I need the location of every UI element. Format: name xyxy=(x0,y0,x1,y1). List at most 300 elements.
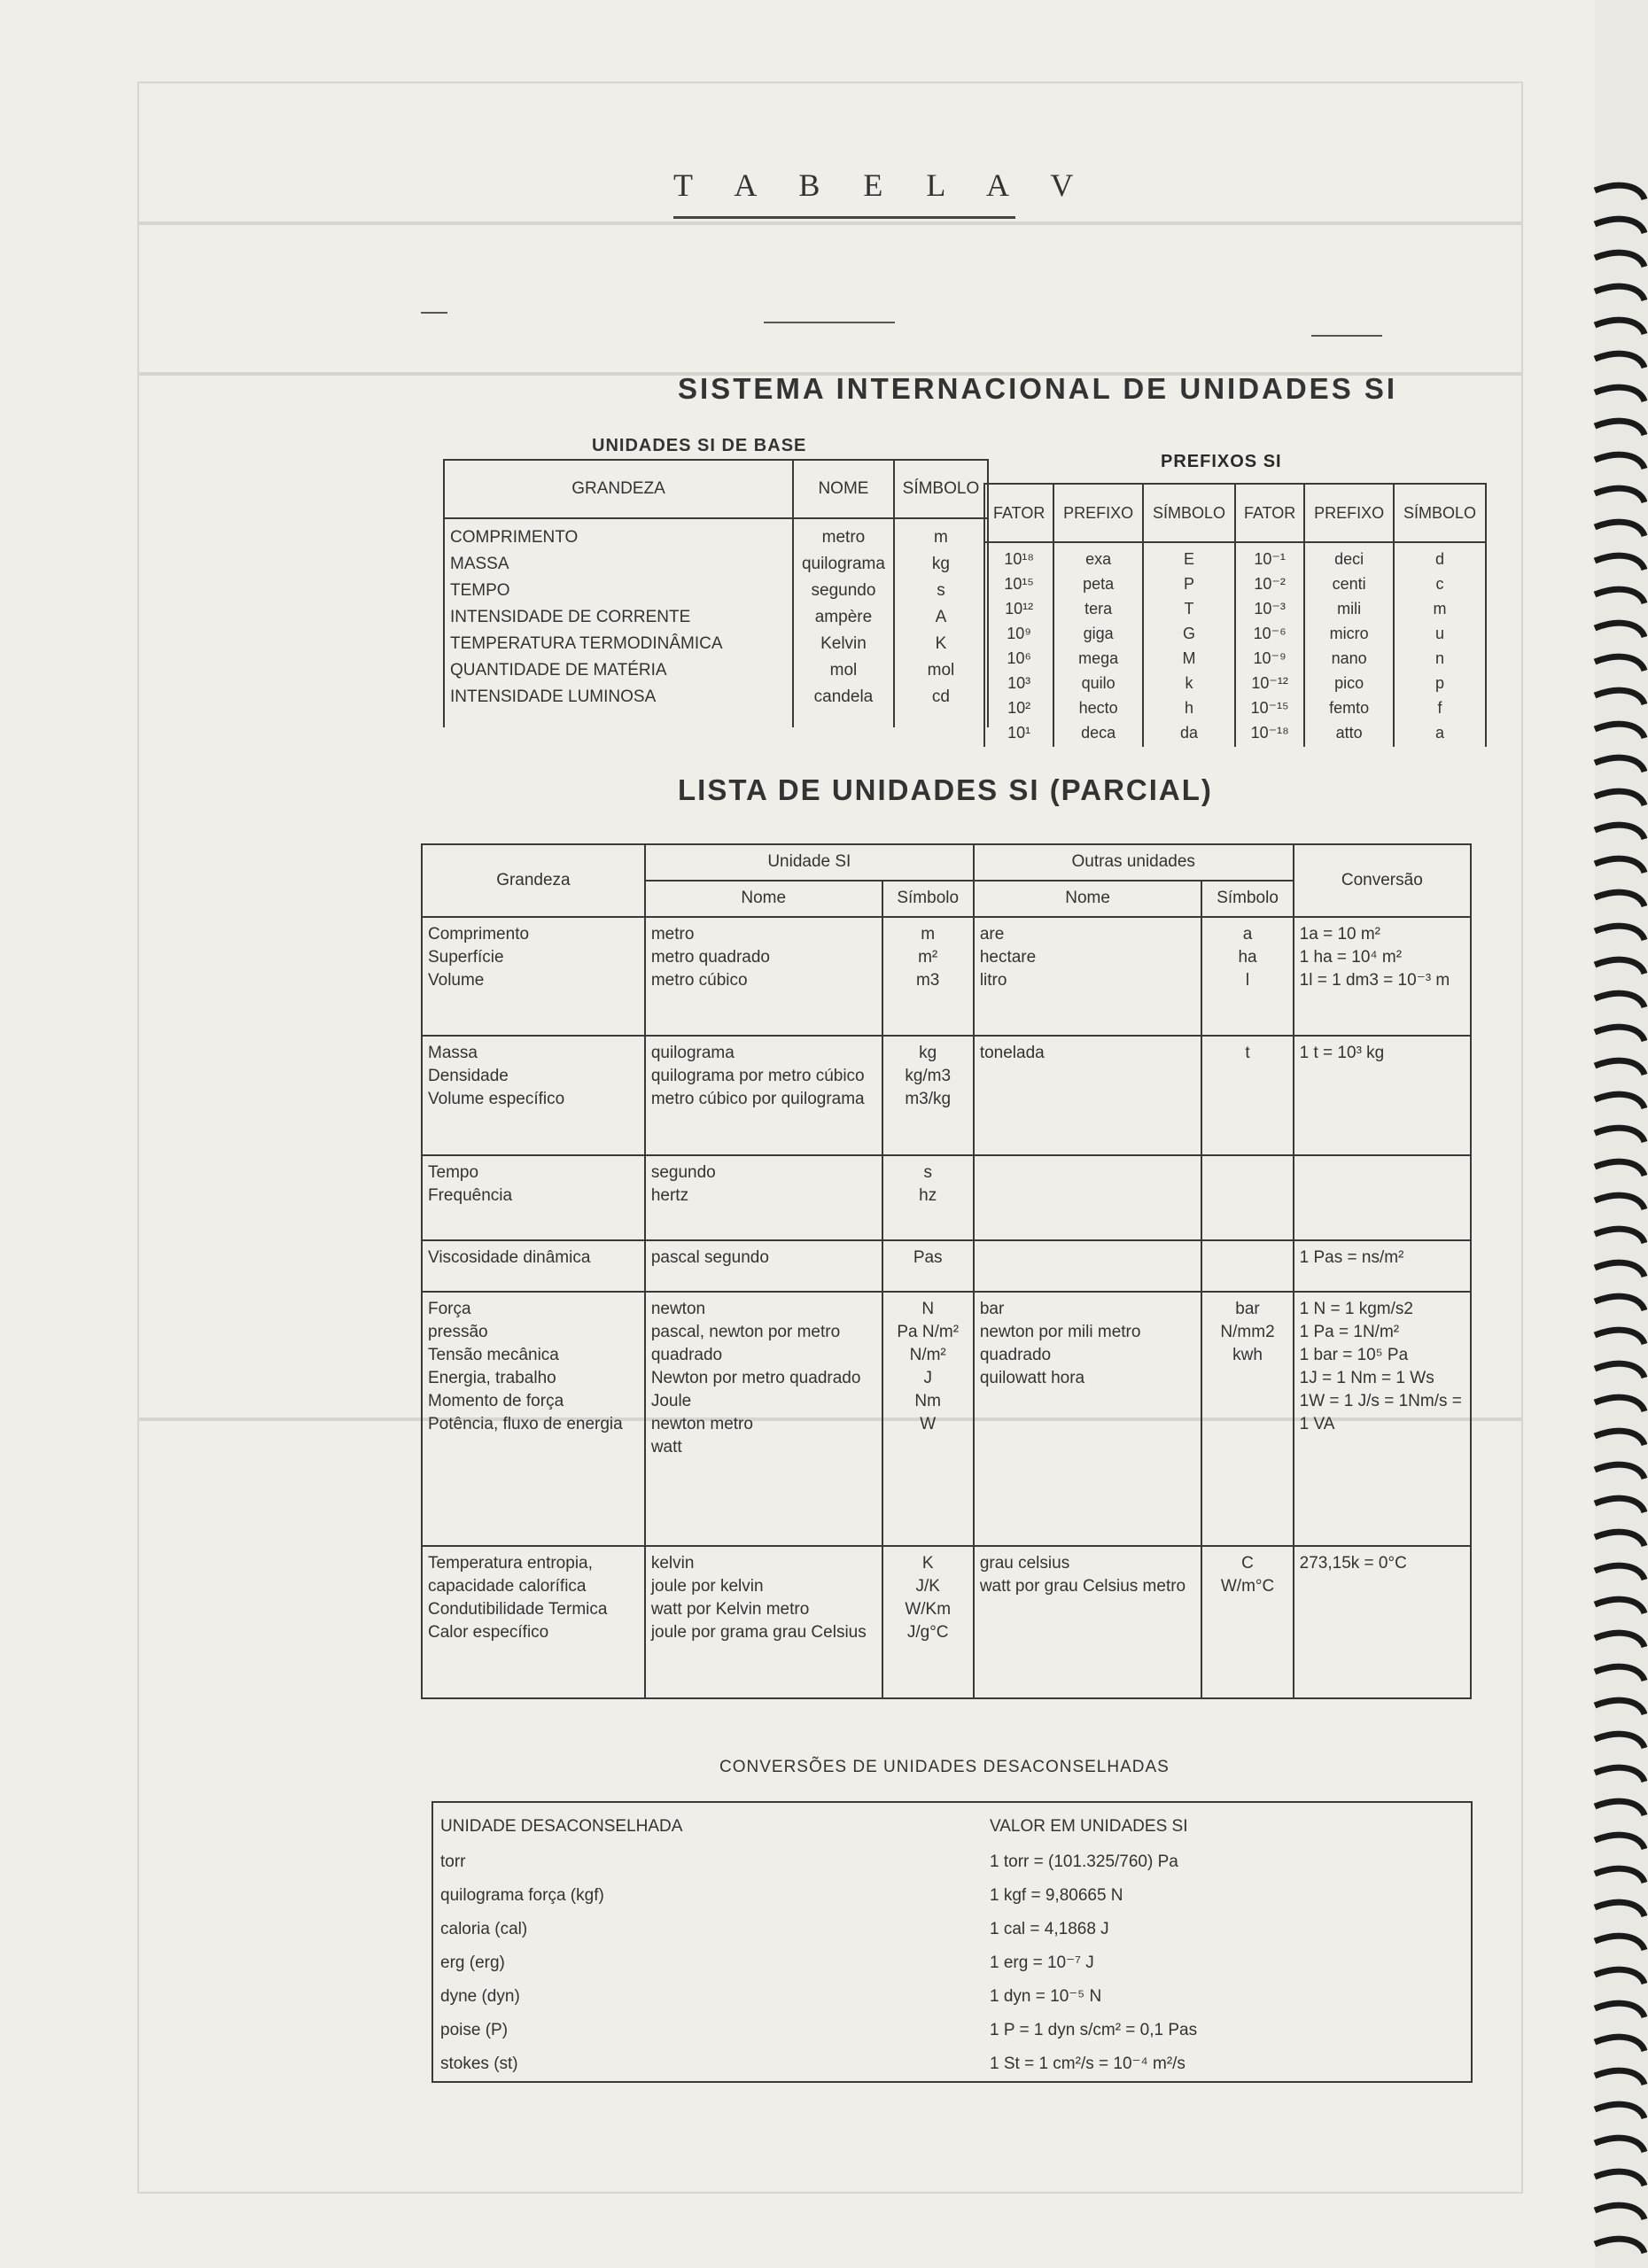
grandeza-cell: Comprimento xyxy=(428,924,530,944)
simbolo-cell: J/K xyxy=(915,1576,940,1596)
spiral-coil xyxy=(1595,488,1644,502)
prefix-cell: micro xyxy=(1329,625,1369,642)
spiral-coil xyxy=(1595,1936,1644,1950)
nome-cell: Newton por metro quadrado xyxy=(650,1369,861,1388)
prefix-cell: nano xyxy=(1331,649,1367,667)
grandeza-column xyxy=(422,1036,645,1154)
value-cell: 1 cal = 4,1868 J xyxy=(990,1919,1109,1938)
outros-nome-cell: bar xyxy=(979,1300,1005,1319)
prefix-cell: n xyxy=(1434,649,1444,667)
grandeza-cell: QUANTIDADE DE MATÉRIA xyxy=(450,661,667,680)
prefix-cell: da xyxy=(1179,724,1199,742)
spiral-coil xyxy=(1595,690,1644,704)
spiral-coil xyxy=(1595,1195,1644,1209)
spiral-coil xyxy=(1595,2138,1644,2152)
base-units-table xyxy=(443,459,989,727)
spiral-coil xyxy=(1595,2070,1644,2085)
outros-simbolo-cell: C xyxy=(1241,1553,1254,1573)
outros-simbolo-cell: N/mm2 xyxy=(1220,1323,1275,1342)
prefix-cell: G xyxy=(1182,625,1195,642)
simbolo-column xyxy=(894,518,988,727)
simbolo-cell: K xyxy=(935,634,947,653)
prefix-cell: P xyxy=(1183,575,1194,593)
unit-cell: quilograma força (kgf) xyxy=(440,1885,604,1905)
grandeza-cell: Volume específico xyxy=(428,1090,565,1109)
table-row xyxy=(422,1292,1471,1545)
prefix-cell: 10² xyxy=(1007,699,1031,717)
prefix-cell: 10⁻² xyxy=(1254,575,1286,593)
spiral-coil xyxy=(1595,353,1644,368)
grandeza-cell: TEMPERATURA TERMODINÂMICA xyxy=(450,634,723,653)
prefix-cell: h xyxy=(1184,699,1193,717)
value-cell: 1 dyn = 10⁻⁵ N xyxy=(990,1986,1102,2006)
table-row xyxy=(431,2049,1473,2083)
prefix-cell: giga xyxy=(1083,625,1114,642)
col-header: SÍMBOLO xyxy=(1394,484,1486,542)
grandeza-cell: MASSA xyxy=(450,555,509,573)
outros-nome-column xyxy=(974,1292,1202,1545)
nome-column xyxy=(645,917,882,1036)
prefix-column xyxy=(1053,542,1143,747)
simbolo-cell: A xyxy=(935,608,947,626)
spiral-coil xyxy=(1595,286,1644,300)
grandeza-column xyxy=(422,1546,645,1698)
nome-cell: quilograma xyxy=(801,555,885,573)
spiral-coil xyxy=(1595,858,1644,873)
prefix-cell: 10⁻⁶ xyxy=(1253,625,1287,642)
unit-cell: dyne (dyn) xyxy=(440,1986,520,2006)
simbolo-cell: kg xyxy=(931,555,950,573)
conversao-cell: 1 ha = 10⁴ m² xyxy=(1299,947,1403,967)
conversao-cell: 1l = 1 dm3 = 10⁻³ m xyxy=(1299,970,1450,990)
col-header-simbolo: Símbolo xyxy=(882,881,974,917)
nome-cell: candela xyxy=(813,687,874,706)
conversions-table xyxy=(431,1801,1473,2083)
simbolo-cell: J xyxy=(923,1369,932,1388)
prefixes-table xyxy=(983,483,1487,747)
table-row xyxy=(431,1847,1473,1881)
grandeza-column xyxy=(422,1292,645,1545)
outros-simbolo-cell: t xyxy=(1245,1044,1250,1063)
nome-column xyxy=(645,1036,882,1154)
outros-nome-cell: newton por mili metro quadrado xyxy=(979,1323,1141,1365)
table-row xyxy=(431,1948,1473,1982)
spiral-coil xyxy=(1595,724,1644,738)
col-header: FATOR xyxy=(1235,484,1304,542)
nome-cell: newton xyxy=(650,1300,706,1319)
unit-cell: stokes (st) xyxy=(440,2054,518,2073)
simbolo-cell: K xyxy=(921,1553,934,1573)
grandeza-cell: Superfície xyxy=(428,947,504,967)
outros-nome-cell: are xyxy=(979,924,1005,944)
table-row xyxy=(422,1240,1471,1292)
prefix-cell: centi xyxy=(1332,575,1366,593)
spiral-coil xyxy=(1595,1161,1644,1176)
spiral-coil xyxy=(1595,1094,1644,1108)
simbolo-cell: W xyxy=(920,1415,937,1434)
prefix-column xyxy=(1235,542,1304,747)
spiral-coil xyxy=(1595,1363,1644,1378)
grandeza-cell: Temperatura entropia, capacidade calorífica xyxy=(428,1553,593,1596)
spiral-coil xyxy=(1595,926,1644,940)
prefix-cell: 10³ xyxy=(1007,674,1031,692)
spiral-coil xyxy=(1595,1330,1644,1344)
simbolo-cell: N/m² xyxy=(909,1346,946,1365)
grandeza-column xyxy=(444,518,793,727)
simbolo-cell: J/g°C xyxy=(906,1622,949,1642)
conversao-cell: 1 t = 10³ kg xyxy=(1299,1044,1385,1063)
prefix-column xyxy=(1394,542,1486,747)
simbolo-cell: Nm xyxy=(914,1392,941,1411)
title-underline xyxy=(673,216,1015,219)
prefix-cell: u xyxy=(1434,625,1444,642)
conversao-cell: 1 bar = 10⁵ Pa xyxy=(1299,1346,1409,1365)
prefix-cell: pico xyxy=(1334,674,1364,692)
spiral-coil xyxy=(1595,1060,1644,1075)
simbolo-cell: m² xyxy=(918,947,938,967)
conversao-cell: 1W = 1 J/s = 1Nm/s = 1 VA xyxy=(1299,1392,1462,1434)
outros-nome-cell: tonelada xyxy=(979,1044,1045,1063)
grandeza-cell: Tempo xyxy=(428,1162,479,1182)
col-header-nome: Nome xyxy=(645,881,882,917)
prefix-cell: 10⁹ xyxy=(1007,625,1032,642)
nome-cell: segundo xyxy=(811,581,876,600)
unit-cell: caloria (cal) xyxy=(440,1919,528,1938)
simbolo-cell: s xyxy=(923,1162,932,1182)
simbolo-cell: W/Km xyxy=(905,1599,952,1619)
simbolo-cell: m3/kg xyxy=(905,1090,952,1109)
spiral-coil xyxy=(1595,1397,1644,1411)
col-header: NOME xyxy=(793,460,894,518)
divider-center xyxy=(764,322,895,323)
prefix-column xyxy=(1304,542,1394,747)
nome-cell: newton metro xyxy=(650,1415,753,1434)
outros-simbolo-cell: bar xyxy=(1235,1300,1260,1319)
nome-cell: metro cúbico xyxy=(650,970,748,990)
outros-nome-cell: grau celsius xyxy=(979,1553,1070,1573)
grandeza-cell: Força xyxy=(428,1300,471,1319)
spiral-coil xyxy=(1595,522,1644,536)
unit-cell: torr xyxy=(440,1852,466,1871)
simbolo-column xyxy=(882,1155,974,1240)
base-units-caption: UNIDADES SI DE BASE xyxy=(592,436,807,455)
prefix-cell: c xyxy=(1435,575,1444,593)
prefix-cell: 10⁻¹⁸ xyxy=(1250,724,1289,742)
outros-simbolo-column xyxy=(1201,1292,1293,1545)
spiral-coil xyxy=(1595,1532,1644,1546)
col-header-unidade-si: Unidade SI xyxy=(645,844,974,881)
col-header-grandeza: Grandeza xyxy=(422,844,645,917)
simbolo-column xyxy=(882,1546,974,1698)
spiral-coil xyxy=(1595,1767,1644,1782)
spiral-coil xyxy=(1595,1027,1644,1041)
prefix-cell: hecto xyxy=(1078,699,1118,717)
grandeza-cell: Viscosidade dinâmica xyxy=(428,1247,591,1267)
prefix-cell: mega xyxy=(1078,649,1119,667)
spiral-coil xyxy=(1595,1565,1644,1580)
conversao-cell: 1 N = 1 kgm/s2 xyxy=(1299,1300,1413,1319)
prefix-cell: T xyxy=(1184,600,1194,617)
spiral-coil xyxy=(1595,2104,1644,2118)
spiral-coil xyxy=(1595,320,1644,334)
prefix-cell: p xyxy=(1434,674,1444,692)
spiral-coil xyxy=(1595,757,1644,772)
spiral-coil xyxy=(1595,454,1644,469)
simbolo-cell: N xyxy=(921,1300,935,1319)
nome-column xyxy=(645,1240,882,1292)
value-cell: 1 erg = 10⁻⁷ J xyxy=(990,1953,1094,1972)
conversao-column xyxy=(1294,1292,1471,1545)
nome-cell: Kelvin xyxy=(820,634,867,653)
simbolo-cell: m xyxy=(934,528,948,547)
spiral-binding xyxy=(1586,0,1648,2268)
col-header: GRANDEZA xyxy=(444,460,793,518)
outros-simbolo-column xyxy=(1201,1546,1293,1698)
grandeza-column xyxy=(422,917,645,1036)
nome-cell: watt por Kelvin metro xyxy=(650,1599,810,1619)
prefix-cell: 10⁻⁹ xyxy=(1253,649,1287,667)
prefixes-caption: PREFIXOS SI xyxy=(1161,452,1282,471)
prefix-cell: 10¹⁸ xyxy=(1004,550,1034,568)
simbolo-cell: m xyxy=(921,924,936,944)
prefix-cell: 10¹ xyxy=(1007,724,1031,742)
col-header: FATOR xyxy=(984,484,1053,542)
nome-cell: metro cúbico por quilograma xyxy=(650,1090,865,1109)
spiral-coil xyxy=(1595,959,1644,974)
spiral-coil xyxy=(1595,623,1644,637)
grandeza-cell: Frequência xyxy=(428,1185,513,1205)
nome-cell: metro xyxy=(650,924,695,944)
nome-cell: mol xyxy=(829,661,858,680)
nome-cell: pascal, newton por metro quadrado xyxy=(650,1323,841,1365)
conversao-column xyxy=(1294,917,1471,1036)
prefix-cell: deca xyxy=(1081,724,1116,742)
spiral-coil xyxy=(1595,1969,1644,1984)
grandeza-column xyxy=(422,1240,645,1292)
value-cell: 1 St = 1 cm²/s = 10⁻⁴ m²/s xyxy=(990,2054,1185,2073)
simbolo-cell: mol xyxy=(927,661,955,680)
unit-cell: poise (P) xyxy=(440,2020,509,2039)
table-row xyxy=(431,2016,1473,2049)
nome-cell: quilograma por metro cúbico xyxy=(650,1067,865,1086)
spiral-coil xyxy=(1595,1801,1644,1815)
divider-left xyxy=(421,312,447,314)
grandeza-cell: Densidade xyxy=(428,1067,509,1086)
outros-simbolo-cell: l xyxy=(1245,970,1250,990)
prefix-rows xyxy=(984,542,1486,747)
spiral-coil xyxy=(1595,1431,1644,1445)
spiral-coil xyxy=(1595,1464,1644,1479)
col-header: SÍMBOLO xyxy=(1143,484,1235,542)
simbolo-column xyxy=(882,917,974,1036)
spiral-coil xyxy=(1595,1128,1644,1142)
prefix-cell: f xyxy=(1437,699,1442,717)
table-row xyxy=(422,1546,1471,1698)
spiral-coil xyxy=(1595,2171,1644,2186)
nome-cell: watt xyxy=(650,1438,682,1457)
col-header: PREFIXO xyxy=(1304,484,1394,542)
nome-cell: hertz xyxy=(650,1185,689,1205)
prefix-cell: 10⁶ xyxy=(1007,649,1031,667)
nome-column xyxy=(645,1155,882,1240)
conversao-cell: 1J = 1 Nm = 1 Ws xyxy=(1299,1369,1434,1388)
prefix-cell: k xyxy=(1185,674,1193,692)
prefix-cell: peta xyxy=(1083,575,1115,593)
prefix-cell: tera xyxy=(1084,600,1113,617)
grandeza-cell: INTENSIDADE DE CORRENTE xyxy=(450,608,691,626)
conversion-header-right: VALOR EM UNIDADES SI xyxy=(990,1817,1188,1836)
nome-cell: metro xyxy=(821,528,866,547)
prefix-cell: atto xyxy=(1335,724,1363,742)
col-header-simbolo: Símbolo xyxy=(1201,881,1293,917)
nome-cell: joule por kelvin xyxy=(650,1576,764,1596)
nome-cell: Joule xyxy=(650,1392,692,1411)
prefix-cell: M xyxy=(1182,649,1196,667)
grandeza-cell: COMPRIMENTO xyxy=(450,528,579,547)
col-header-outras: Outras unidades xyxy=(974,844,1294,881)
list-heading: LISTA DE UNIDADES SI (PARCIAL) xyxy=(678,773,1213,806)
spiral-coil xyxy=(1595,1498,1644,1512)
spiral-coil xyxy=(1595,892,1644,906)
spiral-coil xyxy=(1595,1599,1644,1613)
spiral-coil xyxy=(1595,993,1644,1007)
spiral-coil xyxy=(1595,387,1644,401)
outros-simbolo-cell: ha xyxy=(1238,947,1257,967)
spiral-coil xyxy=(1595,1734,1644,1748)
partial-units-table xyxy=(421,843,1472,1699)
spiral-coil xyxy=(1595,555,1644,570)
nome-cell: quilograma xyxy=(650,1044,735,1063)
simbolo-column xyxy=(882,1292,974,1545)
spiral-coil xyxy=(1595,185,1644,199)
value-cell: 1 kgf = 9,80665 N xyxy=(990,1885,1123,1905)
spiral-coil xyxy=(1595,2239,1644,2253)
spiral-coil xyxy=(1595,1868,1644,1883)
spiral-coil xyxy=(1595,791,1644,805)
spiral-coil xyxy=(1595,1229,1644,1243)
prefix-cell: m xyxy=(1433,600,1447,617)
grandeza-cell: pressão xyxy=(428,1323,488,1342)
table-row xyxy=(431,1915,1473,1948)
col-header: PREFIXO xyxy=(1053,484,1143,542)
conversao-cell: 273,15k = 0°C xyxy=(1299,1553,1407,1573)
nome-column xyxy=(645,1546,882,1698)
col-header-nome: Nome xyxy=(974,881,1202,917)
conversao-cell: 1a = 10 m² xyxy=(1299,924,1381,944)
outros-simbolo-column xyxy=(1201,917,1293,1036)
spiral-coil xyxy=(1595,2037,1644,2051)
conversao-column xyxy=(1294,1036,1471,1154)
spiral-coil xyxy=(1595,421,1644,435)
simbolo-cell: hz xyxy=(919,1185,937,1205)
nome-cell: kelvin xyxy=(650,1553,695,1573)
col-header-conversao: Conversão xyxy=(1294,844,1471,917)
simbolo-cell: kg/m3 xyxy=(905,1067,952,1086)
spiral-coil xyxy=(1595,1902,1644,1916)
unit-cell: erg (erg) xyxy=(440,1953,505,1972)
spiral-coil xyxy=(1595,1835,1644,1849)
spiral-coil xyxy=(1595,1633,1644,1647)
outros-simbolo-column xyxy=(1201,1240,1293,1292)
grandeza-cell: Calor específico xyxy=(428,1622,549,1642)
outros-nome-cell: watt por grau Celsius metro xyxy=(979,1576,1186,1596)
table-row xyxy=(431,1881,1473,1915)
prefix-cell: 10⁻¹⁵ xyxy=(1250,699,1289,717)
ghost-rule xyxy=(137,221,1523,225)
outros-nome-column xyxy=(974,1155,1202,1240)
outros-nome-column xyxy=(974,917,1202,1036)
simbolo-column xyxy=(882,1036,974,1154)
nome-cell: joule por grama grau Celsius xyxy=(650,1622,867,1642)
conversions-caption: CONVERSÕES DE UNIDADES DESACONSELHADAS xyxy=(719,1758,1170,1776)
prefix-column xyxy=(984,542,1053,747)
table-row xyxy=(422,1036,1471,1154)
conversao-column xyxy=(1294,1240,1471,1292)
spiral-coil xyxy=(1595,1296,1644,1310)
divider-right xyxy=(1311,335,1382,337)
conversao-column xyxy=(1294,1155,1471,1240)
prefix-cell: exa xyxy=(1085,550,1112,568)
nome-cell: ampère xyxy=(814,608,873,626)
grandeza-cell: Tensão mecânica xyxy=(428,1346,559,1365)
prefix-cell: 10¹² xyxy=(1005,600,1034,617)
grandeza-cell: Volume xyxy=(428,970,485,990)
prefix-cell: d xyxy=(1434,550,1444,568)
col-header: SÍMBOLO xyxy=(894,460,988,518)
prefix-cell: femto xyxy=(1329,699,1370,717)
value-cell: 1 torr = (101.325/760) Pa xyxy=(990,1852,1178,1871)
nome-column xyxy=(793,518,894,727)
prefix-cell: 10⁻¹² xyxy=(1251,674,1288,692)
spiral-coil xyxy=(1595,656,1644,671)
outros-nome-column xyxy=(974,1546,1202,1698)
simbolo-column xyxy=(882,1240,974,1292)
prefix-cell: 10⁻¹ xyxy=(1254,550,1286,568)
table-row xyxy=(422,1155,1471,1240)
nome-column xyxy=(645,1292,882,1545)
spiral-coil xyxy=(1595,252,1644,267)
spiral-coil xyxy=(1595,1700,1644,1714)
spiral-coil xyxy=(1595,825,1644,839)
grandeza-cell: Energia, trabalho xyxy=(428,1369,556,1388)
outros-simbolo-column xyxy=(1201,1036,1293,1154)
spiral-coil xyxy=(1595,589,1644,603)
grandeza-cell: Momento de força xyxy=(428,1392,564,1411)
si-heading: SISTEMA INTERNACIONAL DE UNIDADES SI xyxy=(678,372,1398,405)
outros-simbolo-column xyxy=(1201,1155,1293,1240)
outros-simbolo-cell: kwh xyxy=(1232,1346,1263,1365)
grandeza-column xyxy=(422,1155,645,1240)
simbolo-cell: cd xyxy=(931,687,950,706)
prefix-cell: quilo xyxy=(1081,674,1116,692)
spiral-coil xyxy=(1595,219,1644,233)
conversion-header-left: UNIDADE DESACONSELHADA xyxy=(440,1817,683,1836)
prefix-cell: a xyxy=(1434,724,1444,742)
outros-nome-cell: litro xyxy=(979,970,1007,990)
page-title: T A B E L A V xyxy=(673,167,1092,203)
prefix-cell: deci xyxy=(1334,550,1364,568)
spiral-coil xyxy=(1595,1262,1644,1277)
outros-nome-column xyxy=(974,1036,1202,1154)
simbolo-cell: s xyxy=(937,581,945,600)
prefix-column xyxy=(1143,542,1235,747)
table-row xyxy=(431,1982,1473,2016)
outros-nome-column xyxy=(974,1240,1202,1292)
simbolo-cell: Pa N/m² xyxy=(897,1323,960,1342)
table-row xyxy=(422,917,1471,1036)
outros-simbolo-cell: a xyxy=(1242,924,1253,944)
grandeza-cell: Massa xyxy=(428,1044,478,1063)
